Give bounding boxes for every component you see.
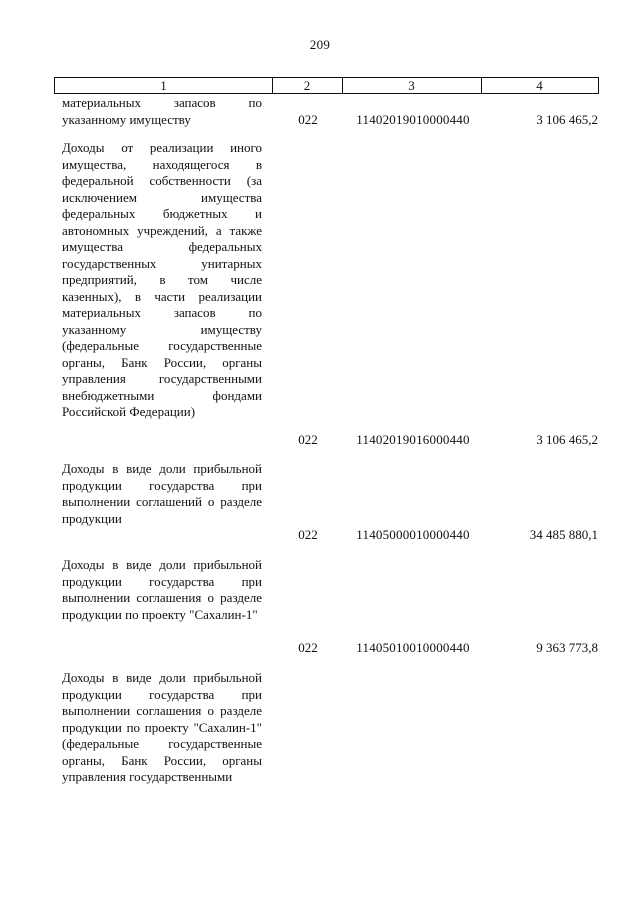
row-amount: 9 363 773,8 [536, 640, 598, 655]
column-header-2: 2 [272, 77, 343, 94]
column-header-4: 4 [481, 77, 599, 94]
column-header-1: 1 [54, 77, 273, 94]
row-kbk-code: 11405000010000440 [356, 527, 470, 542]
row-description: Доходы в виде доли прибыльной продукции государства при выполнении соглашений о разделе продукции [62, 461, 262, 526]
row-code: 022 [298, 112, 318, 127]
row-code: 022 [298, 432, 318, 447]
row-description: материальных запасов по указанному имуществу [62, 95, 262, 127]
row-amount: 3 106 465,2 [536, 112, 598, 127]
row-code: 022 [298, 640, 318, 655]
row-code: 022 [298, 527, 318, 542]
column-header-3: 3 [342, 77, 482, 94]
row-kbk-code: 11402019016000440 [356, 432, 470, 447]
row-amount: 3 106 465,2 [536, 432, 598, 447]
row-amount: 34 485 880,1 [529, 527, 598, 542]
row-description: Доходы от реализации иного имущества, находящегося в федеральной собственности (за исключением имущества федеральных бюджетных и автономных учреждений, а также имущества федеральных государственных унитарных предприятий, в том числе казенных), в части реализации материальных запасов по указанному имуществу (федеральные государственные органы, Банк России, органы управления государственными внебюджетными фондами Российской Федерации) [62, 140, 262, 419]
row-description: Доходы в виде доли прибыльной продукции государства при выполнении соглашения о разделе продукции по проекту "Сахалин-1" (федеральные государственные органы, Банк России, органы управления государственными [62, 670, 262, 784]
row-kbk-code: 11402019010000440 [356, 112, 470, 127]
row-description: Доходы в виде доли прибыльной продукции государства при выполнении соглашения о разделе продукции по проекту "Сахалин-1" [62, 557, 262, 622]
row-kbk-code: 11405010010000440 [356, 640, 470, 655]
page-number: 209 [309, 37, 331, 52]
